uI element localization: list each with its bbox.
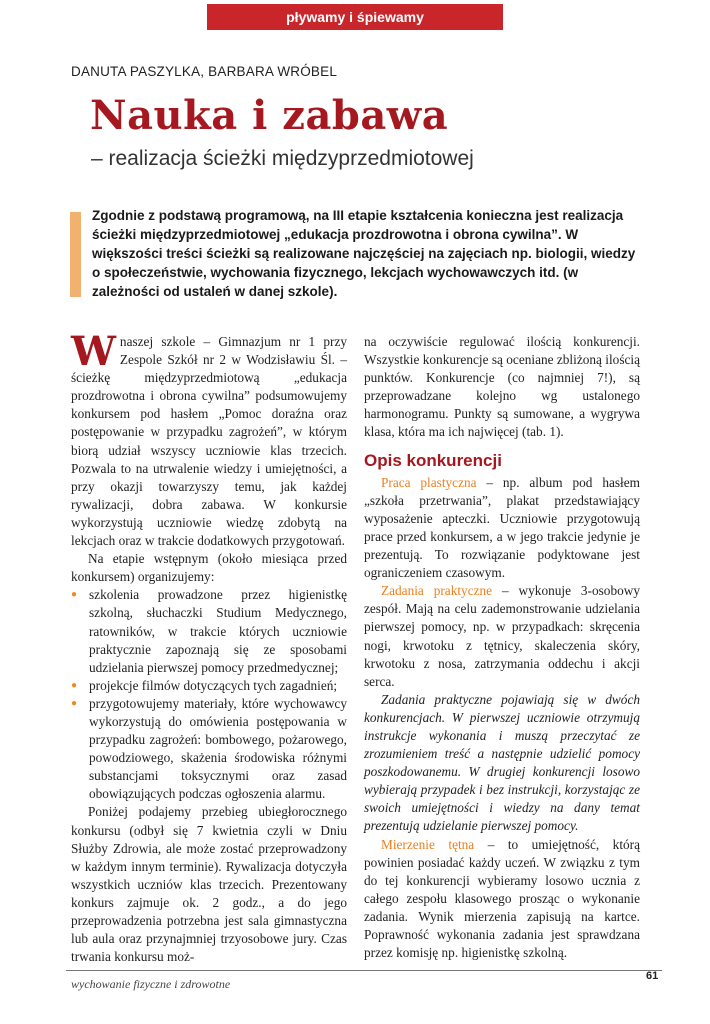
article-title: Nauka i zabawa [90, 92, 449, 139]
list-item: ● projekcje filmów dotyczących tych zagadnień; [71, 677, 347, 695]
list-item: ● szkolenia prowadzone przez higienistkę szkolną, słuchaczki Studium Medycznego, ratowników, w trakcie których uczniowie praktycznie zapoznają się ze sposobami udzielania pierwszej pomocy przedmedycznej; [71, 586, 347, 676]
left-column [71, 328, 347, 966]
right-column [364, 333, 640, 962]
paragraph-stage: Na etapie wstępnym (około miesiąca przed konkursem) organizujemy: [71, 551, 347, 585]
keyword-label: Zadania praktyczne [381, 583, 493, 599]
paragraph-competition-2 [364, 582, 640, 691]
lead-paragraph: Zgodnie z podstawą programową, na III etapie kształcenia konieczna jest realizacja ścieżki międzyprzedmiotowej „edukacja prozdrowotna i obrona cywilna”. W większości treści ścieżki są realizowane najczęściej na zajęciach np. biologii, wiedzy o społeczeństwie, wychowania fizycznego, lekcjach wychowawczych itd. (w zależności od ustaleń w danej szkole). [92, 208, 636, 299]
paragraph-intro [71, 328, 347, 550]
paragraph-continuation: na oczywiście regulować ilością konkurencji. Wszystkie konkurencje są oceniane zbliżoną ilością punktów. Konkurencje (co najmniej 7!), są przeprowadzane kolejno wg ustalonego harmonogramu. Punkty są sumowane, a wygrywa klasa, która ma ich najwięcej (tab. 1). [364, 334, 640, 440]
competition-text: – to umiejętność, którą powinien posiadać każdy uczeń. W związku z tym do tej konkurencji wybieramy losowo ucznia z całego zespołu klasowego prosząc o wykonanie zadania. Wynik mierzenia zapisują na kartce. Poprawność wykonania zadania jest sprawdzana przez komisję np. higienistkę szkolną. [364, 836, 641, 961]
paragraph-italic-note: Zadania praktyczne pojawiają się w dwóch konkurencjach. W pierwszej uczniowie otrzymują instrukcje wykonania i muszą przeczytać ze zrozumieniem treść a następnie udzielić pomocy poszkodowanemu. W drugiej konkurencji losowo wybierają przypadek i bez instrukcji, korzystając ze swoich umiejętności i wiedzy na dany temat prezentują udzielanie pierwszej pomocy. [364, 691, 640, 834]
competition-text: – wykonuje 3-osobowy zespół. Mają na celu zademonstrowanie udzielania pierwszej pomocy, np. w przypadkach: skręcenia nogi, krwotoku z tętnicy, skaleczenia skóry, krwotoku z nosa, zatrzymania oddechu i akcji serca. [364, 583, 640, 689]
footer-divider [66, 970, 662, 971]
magazine-name: wychowanie fizyczne i zdrowotne [71, 977, 231, 991]
paragraph-competition-1 [364, 474, 640, 583]
article-subtitle: – realizacja ścieżki międzyprzedmiotowej [91, 147, 474, 170]
intro-text: naszej szkole – Gimnazjum nr 1 przy Zespole Szkół nr 2 w Wodzisławiu Śl. – ścieżkę międzyprzedmiotową „edukacja prozdrowotna i obrona cywilna” podsumowujemy konkursem pod hasłem „Pomoc doraźna oraz postępowanie w przypadku zagrożeń”, w którym biorą udział wszyscy uczniowie klas trzecich. Pozwala to na utrwalenie wiedzy i umiejętności, a przy okazji towarzyszy temu, jak każdej rywalizacji, dobra zabawa. W konkursie wykorzystują uczniowie wiedzę zdobytą na lekcjach oraz w trakcie dodatkowych przygotowań. [71, 334, 347, 549]
drop-cap: W [71, 328, 116, 375]
lead-accent-bar [70, 212, 81, 297]
list-item: ● przygotowujemy materiały, które wychowawcy wykorzystują do omówienia postępowania w przypadku zagrożeń: bombowego, pożarowego, powodziowego, skażenia środowiska różnymi substancjami toksycznymi oraz zasad obowiązujących podczas ogłoszenia alarmu. [71, 695, 347, 804]
bullet-list [71, 586, 347, 803]
section-heading: Opis konkurencji [364, 450, 502, 470]
page-number: 61 [646, 970, 659, 982]
paragraph-competition-3 [364, 836, 640, 963]
competition-text: – np. album pod hasłem „szkoła przetrwania”, plakat przedstawiający wyposażenie apteczki. Uczniowie przygotowują prace przed konkursem, a w jego trakcie jedynie je prezentują. To rozwiązanie podyktowane jest ograniczeniem czasowym. [364, 474, 640, 581]
authors: DANUTA PASZYLKA, BARBARA WRÓBEL [71, 64, 338, 79]
keyword-label: Praca plastyczna [381, 474, 477, 490]
paragraph-contest: Poniżej podajemy przebieg ubiegłorocznego konkursu (odbył się 7 kwietnia czyli w Dniu Służby Zdrowia, ale może zostać przeprowadzony w każdym innym terminie). Rywalizacja dotyczyła wszystkich uczniów klas trzecich. Prezentowany konkurs zajmuje ok. 2 godz., a do jego przeprowadzenia potrzebna jest sala gimnastyczna lub aula oraz przynajmniej trzyosobowe jury. Czas trwania konkursu moż- [71, 804, 347, 965]
keyword-label: Mierzenie tętna [381, 836, 475, 852]
section-header: pływamy i śpiewamy [207, 4, 503, 30]
